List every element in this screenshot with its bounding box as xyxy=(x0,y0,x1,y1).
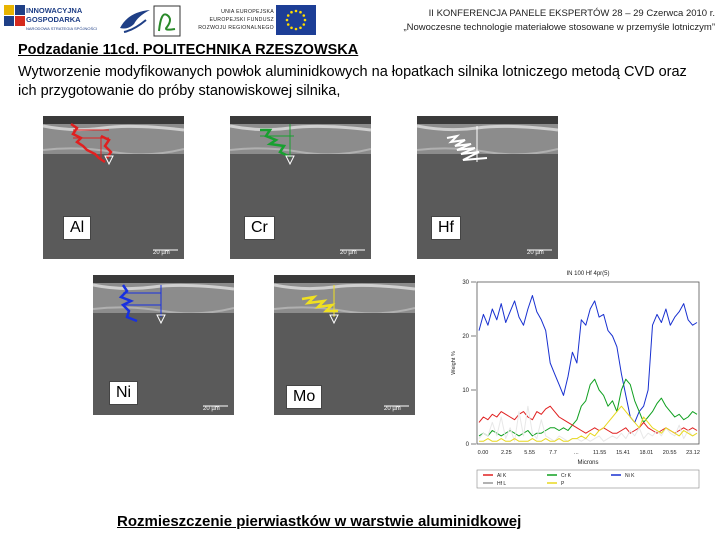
y-tick-label: 30 xyxy=(462,280,469,286)
x-tick-label: 0.00 xyxy=(477,450,489,456)
x-tick-label: 23.12 xyxy=(686,450,700,456)
regional-program-logo xyxy=(153,5,181,37)
eu-star xyxy=(295,28,298,31)
slide-description: Wytworzenie modyfikowanych powłok aluminidkowych na łopatkach silnika lotniczego metodą CVD oraz ich przygotowanie do próby stanowiskowej silnika, xyxy=(18,64,687,99)
element-label-hf: Hf xyxy=(431,216,461,240)
scale-bar-label: 20 µm xyxy=(527,250,544,256)
x-tick-label: ... xyxy=(574,450,579,456)
legend-label: Ni K xyxy=(625,473,635,479)
line-scan-chart xyxy=(445,264,707,508)
eu-star xyxy=(295,10,298,13)
y-tick-label: 0 xyxy=(465,442,469,448)
eu-star xyxy=(287,14,290,17)
eu-flag-icon xyxy=(276,5,316,35)
element-label-cr: Cr xyxy=(244,216,275,240)
eu-star xyxy=(290,11,293,14)
eu-star xyxy=(287,23,290,26)
eu-star xyxy=(286,19,289,22)
x-tick-label: 2.25 xyxy=(500,450,512,456)
eu-fund-text: UNIA EUROPEJSKA EUROPEJSKI FUNDUSZ ROZWOJU REGIONALNEGO xyxy=(198,9,274,31)
x-tick-label: 15.41 xyxy=(616,450,630,456)
scale-bar-label: 20 µm xyxy=(203,406,220,412)
element-label-mo: Mo xyxy=(286,385,322,409)
slide-header xyxy=(0,0,720,44)
slide-caption: Rozmieszczenie pierwiastków w warstwie aluminidkowej xyxy=(117,513,522,530)
chart-title: IN 100 Hf 4pr(5) xyxy=(566,271,610,277)
x-tick-label: 18.01 xyxy=(639,450,654,456)
logo-ig-subtext: NARODOWA STRATEGIA SPÓJNOŚCI xyxy=(26,26,98,31)
micrograph-cr xyxy=(230,116,371,259)
scale-bar-label: 20 µm xyxy=(384,406,401,412)
legend-label: Hf L xyxy=(497,481,507,487)
x-tick-label: 5.55 xyxy=(524,450,536,456)
micrograph-ni xyxy=(93,275,234,415)
eu-star xyxy=(299,11,302,14)
eu-star xyxy=(299,26,302,29)
scale-bar-label: 20 µm xyxy=(340,250,357,256)
eu-star xyxy=(302,23,305,26)
legend-label: Al K xyxy=(497,473,507,479)
innowacyjna-gospodarka-logo xyxy=(4,5,98,39)
eu-star xyxy=(302,14,305,17)
y-tick-label: 10 xyxy=(462,388,469,394)
element-label-al: Al xyxy=(63,216,91,240)
element-label-ni: Ni xyxy=(109,381,138,405)
eu-star xyxy=(290,26,293,29)
x-tick-label: 20.55 xyxy=(662,450,677,456)
y-axis-label: Weight % xyxy=(451,351,457,375)
scale-bar-label: 20 µm xyxy=(153,250,170,256)
legend-label: Cr K xyxy=(561,473,571,479)
eu-star xyxy=(304,19,307,22)
plot-area xyxy=(477,282,699,444)
bird-logo xyxy=(118,6,152,38)
micrograph-al xyxy=(43,116,184,259)
legend-box xyxy=(477,470,699,488)
legend-label: P xyxy=(561,481,565,487)
y-tick-label: 20 xyxy=(462,334,469,340)
x-tick-label: 7.7 xyxy=(549,450,557,456)
slide-title: Podzadanie 11cd. POLITECHNIKA RZESZOWSKA xyxy=(18,42,359,58)
conference-info: II KONFERENCJA PANELE EKSPERTÓW 28 – 29 Czerwca 2010 r. xyxy=(428,8,715,19)
micrograph-hf xyxy=(417,116,558,259)
x-axis-label: Microns xyxy=(577,460,599,466)
micrograph-mo xyxy=(274,275,415,415)
logo-ig-text: INNOWACYJNA GOSPODARKA xyxy=(26,6,83,24)
x-tick-label: 11.55 xyxy=(592,450,607,456)
conference-subtitle: „Nowoczesne technologie materiałowe stosowane w przemyśle lotniczym” xyxy=(403,22,715,33)
